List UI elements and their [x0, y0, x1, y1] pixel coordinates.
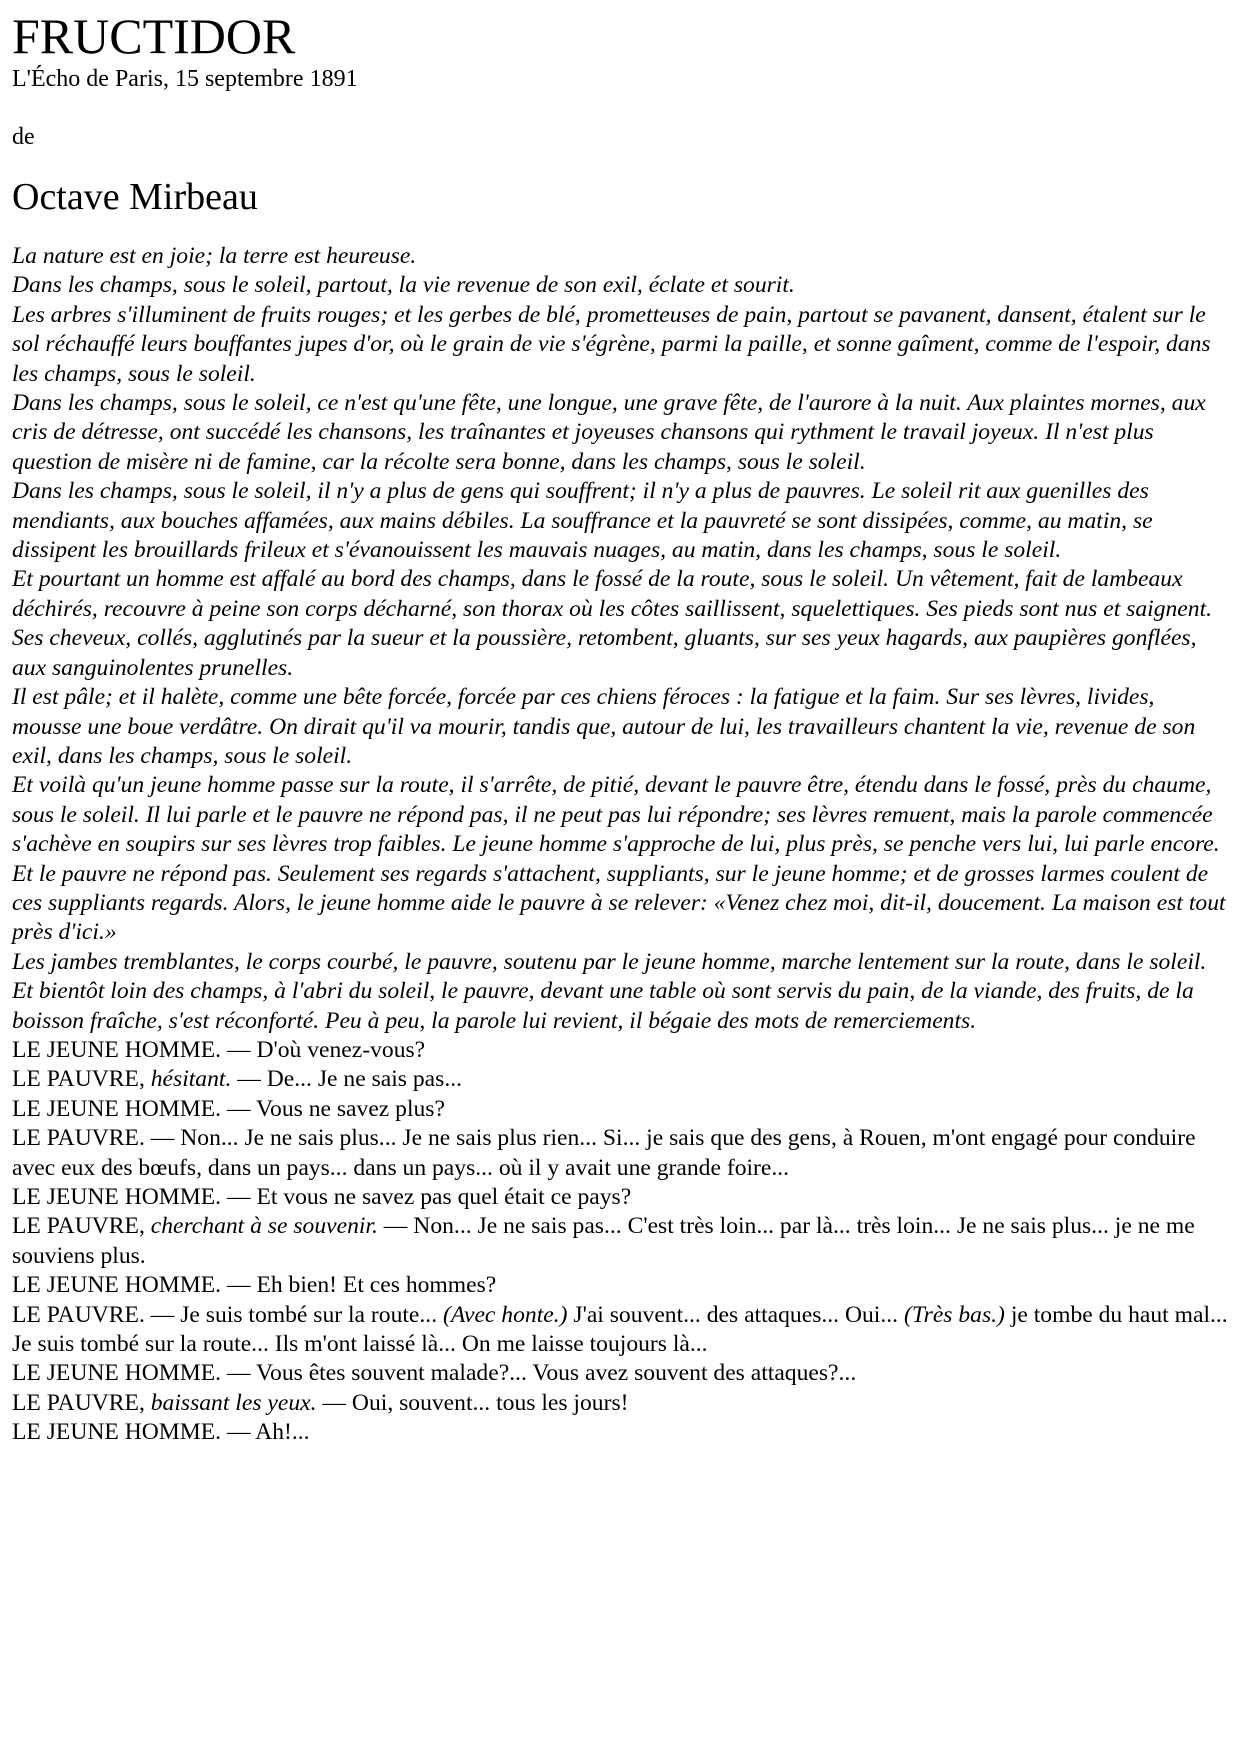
- speaker-name: LE PAUVRE,: [12, 1389, 151, 1416]
- speech-text: — Non... Je ne sais plus... Je ne sais plus rien... Si... je sais que des gens, à Rouen, m'ont engagé pour conduire avec eux des bœufs, dans un pays... dans un pays... où il y avait une grande foire...: [12, 1125, 1196, 1181]
- speaker-name: LE JEUNE HOMME.: [12, 1095, 222, 1122]
- speech-text: — Eh bien! Et ces hommes?: [221, 1272, 497, 1299]
- stage-direction: (Avec honte.): [443, 1301, 568, 1328]
- speech-text: — De... Je ne sais pas...: [231, 1066, 463, 1093]
- dialogue-line: [12, 1124, 1228, 1183]
- speaker-name: LE JEUNE HOMME.: [12, 1360, 222, 1387]
- speaker-name: LE JEUNE HOMME.: [12, 1272, 222, 1299]
- narrative-paragraph: La nature est en joie; la terre est heureuse.: [12, 243, 417, 269]
- dialogue-line: [12, 1036, 1228, 1065]
- document-title: FRUCTIDOR: [12, 8, 296, 64]
- speaker-name: LE JEUNE HOMME.: [12, 1419, 222, 1446]
- dialogue-line: [12, 1095, 1228, 1124]
- author-name: Octave Mirbeau: [12, 176, 258, 218]
- narrative-paragraph: Dans les champs, sous le soleil, partout, la vie revenue de son exil, éclate et sourit.: [12, 272, 795, 299]
- narrative-paragraph: Dans les champs, sous le soleil, il n'y a plus de gens qui souffrent; il n'y a plus de pauvres. Le soleil rit aux guenilles des mendiants, aux bouches affamées, aux mains débiles. La souffrance et la pauvreté se sont dissipées, comme, au matin, se dissipent les brouillards frileux et s'évanouissent les mauvais nuages, au matin, dans les champs, sous le soleil.: [12, 478, 1153, 564]
- speech-text: — Vous êtes souvent malade?... Vous avez souvent des attaques?...: [221, 1360, 857, 1387]
- narrative-paragraph: Il est pâle; et il halète, comme une bête forcée, forcée par ces chiens féroces : la fatigue et la faim. Sur ses lèvres, livides, mousse une boue verdâtre. On dirait qu'il va mourir, tandis que, autour de lui, les travailleurs chantent la vie, revenue de son exil, dans les champs, sous le soleil.: [12, 684, 1196, 769]
- dialogue-line: [12, 1418, 1228, 1447]
- narrative-paragraph: Les arbres s'illuminent de fruits rouges; et les gerbes de blé, prometteuses de pain, partout se pavanent, dansent, étalent sur le sol réchauffé leurs bouffantes jupes d'or, où le grain de vie s'égrène, parmi la paille, et sonne gaîment, comme de l'espoir, dans les champs, sous le soleil.: [12, 301, 1211, 387]
- stage-direction: baissant les yeux.: [150, 1389, 317, 1416]
- speech-text: — Vous ne savez plus?: [221, 1095, 445, 1122]
- stage-direction: (Très bas.): [903, 1301, 1005, 1328]
- narrative-paragraph: Dans les champs, sous le soleil, ce n'est qu'une fête, une longue, une grave fête, de l'aurore à la nuit. Aux plaintes mornes, aux cris de détresse, ont succédé les chansons, les traînantes et joyeuses chansons qui rythment le travail joyeux. Il n'est plus question de misère ni de famine, car la récolte sera bonne, dans les champs, sous le soleil.: [12, 390, 1206, 475]
- narrative-paragraph: Les jambes tremblantes, le corps courbé, le pauvre, soutenu par le jeune homme, marche lentement sur la route, dans le soleil.: [12, 948, 1207, 975]
- speaker-name: LE PAUVRE.: [12, 1301, 145, 1328]
- speech-text: — Oui, souvent... tous les jours!: [316, 1389, 629, 1416]
- speech-text: je tombe du haut mal... Je suis tombé sur la route... Ils m'ont laissé là... On me laisse toujours là...: [12, 1301, 1228, 1358]
- narrative-paragraph: Et voilà qu'un jeune homme passe sur la route, il s'arrête, de pitié, devant le pauvre être, étendu dans le fossé, près du chaume, sous le soleil. Il lui parle et le pauvre ne répond pas, il ne peut pas lui répondre; ses lèvres remuent, mais la parole commencée s'achève en soupirs sur ses lèvres trop faibles. Le jeune homme s'approche de lui, plus près, se penche vers lui, lui parle encore. Et le pauvre ne répond pas. Seulement ses regards s'attachent, suppliants, sur le jeune homme; et de grosses larmes coulent de ces suppliants regards. Alors, le jeune homme aide le pauvre à se relever: «Venez chez moi, dit-il, doucement. La maison est tout près d'ici.»: [12, 772, 1226, 946]
- speech-text: — Ah!...: [221, 1419, 310, 1446]
- byline-prefix: de: [12, 124, 35, 150]
- speaker-name: LE JEUNE HOMME.: [12, 1036, 222, 1063]
- dialogue-line: [12, 1065, 1228, 1094]
- speaker-name: LE PAUVRE.: [12, 1125, 145, 1152]
- dialogue-line: [12, 1301, 1228, 1360]
- dialogue-line: [12, 1359, 1228, 1388]
- speaker-name: LE JEUNE HOMME.: [12, 1184, 222, 1210]
- narrative-paragraph: Et bientôt loin des champs, à l'abri du soleil, le pauvre, devant une table où sont servis du pain, de la viande, des fruits, de la boisson fraîche, s'est réconforté. Peu à peu, la parole lui revient, il bégaie des mots de remerciements.: [12, 978, 1194, 1034]
- dialogue-line: [12, 1183, 1228, 1212]
- speech-text: — Et vous ne savez pas quel était ce pays?: [221, 1184, 632, 1210]
- speaker-name: LE PAUVRE,: [12, 1213, 151, 1240]
- speech-text: — Je suis tombé sur la route...: [144, 1301, 444, 1328]
- stage-direction: cherchant à se souvenir.: [150, 1213, 378, 1240]
- publication-source: L'Écho de Paris, 15 septembre 1891: [12, 66, 358, 92]
- speaker-name: LE PAUVRE,: [12, 1066, 151, 1093]
- dialogue-line: [12, 1271, 1228, 1300]
- stage-direction: hésitant.: [150, 1066, 232, 1093]
- speech-text: — Non... Je ne sais pas... C'est très loin... par là... très loin... Je ne sais plus... je ne me souviens plus.: [12, 1213, 1195, 1269]
- speech-text: J'ai souvent... des attaques... Oui...: [567, 1301, 904, 1328]
- speech-text: — D'où venez-vous?: [221, 1036, 426, 1063]
- dialogue-line: [12, 1389, 1228, 1418]
- dialogue-line: [12, 1212, 1228, 1271]
- narrative-paragraph: Et pourtant un homme est affalé au bord des champs, dans le fossé de la route, sous le soleil. Un vêtement, fait de lambeaux déchirés, recouvre à peine son corps décharné, son thorax où les côtes saillissent, squelettiques. Ses pieds sont nus et saignent. Ses cheveux, collés, agglutinés par la sueur et la poussière, retombent, gluants, sur ses yeux hagards, aux paupières gonflées, aux sanguinolentes prunelles.: [12, 566, 1213, 681]
- story-body: [12, 242, 1228, 1448]
